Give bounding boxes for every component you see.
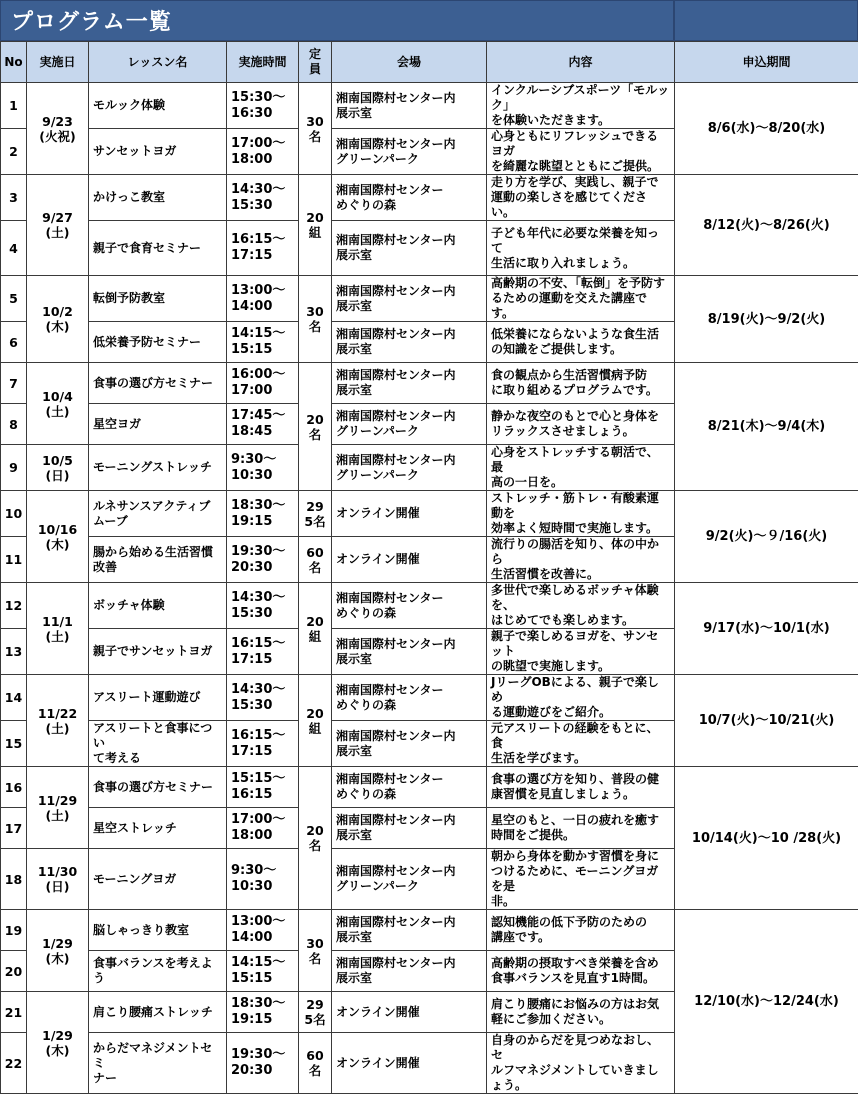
- lesson-name: モーニングヨガ: [89, 849, 227, 910]
- lesson-time: 14:15〜 15:15: [227, 322, 299, 363]
- capacity-cell: 20 名: [299, 767, 332, 910]
- venue-cell: オンライン開催: [332, 992, 487, 1033]
- col-header-content: 内容: [487, 42, 675, 83]
- date-cell: 10/16 (木): [27, 491, 89, 583]
- row-no: 9: [1, 445, 27, 491]
- lesson-time: 14:30〜 15:30: [227, 675, 299, 721]
- table-row: [1, 276, 858, 322]
- lesson-time: 19:30〜 20:30: [227, 1033, 299, 1094]
- content-cell: 肩こり腰痛にお悩みの方はお気 軽にご参加ください。: [487, 992, 675, 1033]
- content-cell: 親子で楽しめるヨガを、サンセット の眺望で実施します。: [487, 629, 675, 675]
- date-cell: 10/2 (木): [27, 276, 89, 363]
- row-no: 21: [1, 992, 27, 1033]
- lesson-time: 15:15〜 16:15: [227, 767, 299, 808]
- venue-cell: 湘南国際村センター内 展示室: [332, 363, 487, 404]
- content-cell: 自身のからだを見つめなおし、セ ルフマネジメントしていきましょう。: [487, 1033, 675, 1094]
- lesson-name: 星空ヨガ: [89, 404, 227, 445]
- row-no: 5: [1, 276, 27, 322]
- row-no: 15: [1, 721, 27, 767]
- lesson-name: ボッチャ体験: [89, 583, 227, 629]
- date-cell: 1/29 (木): [27, 910, 89, 992]
- lesson-name: 食事の選び方セミナー: [89, 363, 227, 404]
- content-cell: 高齢期の摂取すべき栄養を含め 食事バランスを見直す1時間。: [487, 951, 675, 992]
- content-cell: 子ども年代に必要な栄養を知っ て 生活に取り入れましょう。: [487, 221, 675, 276]
- table-row: [1, 767, 858, 808]
- table-row: [1, 363, 858, 404]
- date-cell: 11/1 (土): [27, 583, 89, 675]
- venue-cell: 湘南国際村センター内 グリーンパーク: [332, 404, 487, 445]
- period-cell: 8/19(火)〜9/2(火): [675, 276, 858, 363]
- date-cell: 11/29 (土): [27, 767, 89, 849]
- capacity-cell: 29 5名: [299, 992, 332, 1033]
- table-row: [1, 675, 858, 721]
- capacity-cell: 20 組: [299, 175, 332, 276]
- lesson-time: 17:00〜 18:00: [227, 129, 299, 175]
- venue-cell: オンライン開催: [332, 491, 487, 537]
- lesson-name: 脳しゃっきり教室: [89, 910, 227, 951]
- venue-cell: 湘南国際村センター内 展示室: [332, 721, 487, 767]
- content-cell: 走り方を学び、実践し、親子で 運動の楽しさを感じてください。: [487, 175, 675, 221]
- row-no: 11: [1, 537, 27, 583]
- lesson-name: アスリート運動遊び: [89, 675, 227, 721]
- capacity-cell: 30 名: [299, 910, 332, 992]
- venue-cell: 湘南国際村センター内 展示室: [332, 276, 487, 322]
- table-row: [1, 83, 858, 129]
- program-table: [0, 41, 858, 1094]
- lesson-time: 13:00〜 14:00: [227, 276, 299, 322]
- lesson-time: 16:15〜 17:15: [227, 721, 299, 767]
- row-no: 10: [1, 491, 27, 537]
- col-header-date: 実施日: [27, 42, 89, 83]
- row-no: 3: [1, 175, 27, 221]
- col-header-time: 実施時間: [227, 42, 299, 83]
- content-cell: JリーグOBによる、親子で楽しめ る運動遊びをご紹介。: [487, 675, 675, 721]
- lesson-time: 18:30〜 19:15: [227, 491, 299, 537]
- row-no: 12: [1, 583, 27, 629]
- col-header-period: 申込期間: [675, 42, 858, 83]
- lesson-name: 腸から始める生活習慣 改善: [89, 537, 227, 583]
- lesson-name: 親子で食育セミナー: [89, 221, 227, 276]
- content-cell: インクルーシブスポーツ「モルック」 を体験いただきます。: [487, 83, 675, 129]
- content-cell: 低栄養にならないような食生活 の知識をご提供します。: [487, 322, 675, 363]
- page-title: プログラム一覧: [11, 5, 172, 36]
- lesson-name: サンセットヨガ: [89, 129, 227, 175]
- content-cell: 朝から身体を動かす習慣を身に つけるために、モーニングヨガを是 非。: [487, 849, 675, 910]
- content-cell: 認知機能の低下予防のための 講座です。: [487, 910, 675, 951]
- lesson-name: 食事バランスを考えよう: [89, 951, 227, 992]
- capacity-cell: 20 組: [299, 583, 332, 675]
- capacity-cell: 20 組: [299, 675, 332, 767]
- lesson-name: 親子でサンセットヨガ: [89, 629, 227, 675]
- content-cell: 食事の選び方を知り、普段の健 康習慣を見直しましょう。: [487, 767, 675, 808]
- lesson-time: 16:00〜 17:00: [227, 363, 299, 404]
- title-banner-side: [674, 0, 858, 41]
- period-cell: 9/2(火)〜９/16(火): [675, 491, 858, 583]
- row-no: 18: [1, 849, 27, 910]
- row-no: 13: [1, 629, 27, 675]
- row-no: 16: [1, 767, 27, 808]
- venue-cell: オンライン開催: [332, 1033, 487, 1094]
- venue-cell: 湘南国際村センター内 グリーンパーク: [332, 445, 487, 491]
- date-cell: 10/5 (日): [27, 445, 89, 491]
- content-cell: 星空のもと、一日の疲れを癒す 時間をご提供。: [487, 808, 675, 849]
- capacity-cell: 60 名: [299, 1033, 332, 1094]
- venue-cell: 湘南国際村センター内 展示室: [332, 629, 487, 675]
- venue-cell: 湘南国際村センター内 展示室: [332, 951, 487, 992]
- venue-cell: 湘南国際村センター内 展示室: [332, 808, 487, 849]
- lesson-name: ルネサンスアクティブ ムーブ: [89, 491, 227, 537]
- header-row: [1, 42, 858, 83]
- content-cell: ストレッチ・筋トレ・有酸素運動を 効率よく短時間で実施します。: [487, 491, 675, 537]
- venue-cell: 湘南国際村センター内 展示室: [332, 910, 487, 951]
- lesson-name: 食事の選び方セミナー: [89, 767, 227, 808]
- content-cell: 高齢期の不安、「転倒」を予防す るための運動を交えた講座です。: [487, 276, 675, 322]
- lesson-time: 14:15〜 15:15: [227, 951, 299, 992]
- lesson-time: 16:15〜 17:15: [227, 629, 299, 675]
- lesson-time: 9:30〜 10:30: [227, 849, 299, 910]
- lesson-name: 肩こり腰痛ストレッチ: [89, 992, 227, 1033]
- venue-cell: 湘南国際村センター内 展示室: [332, 83, 487, 129]
- lesson-name: 星空ストレッチ: [89, 808, 227, 849]
- venue-cell: 湘南国際村センター めぐりの森: [332, 675, 487, 721]
- content-cell: 静かな夜空のもとで心と身体を リラックスさせましょう。: [487, 404, 675, 445]
- date-cell: 9/27 (土): [27, 175, 89, 276]
- table-row: [1, 910, 858, 951]
- venue-cell: 湘南国際村センター内 展示室: [332, 221, 487, 276]
- lesson-time: 14:30〜 15:30: [227, 175, 299, 221]
- venue-cell: 湘南国際村センター めぐりの森: [332, 583, 487, 629]
- lesson-name: 転倒予防教室: [89, 276, 227, 322]
- table-row: [1, 175, 858, 221]
- lesson-time: 17:00〜 18:00: [227, 808, 299, 849]
- row-no: 20: [1, 951, 27, 992]
- content-cell: 流行りの腸活を知り、体の中から 生活習慣を改善に。: [487, 537, 675, 583]
- period-cell: 10/7(火)〜10/21(火): [675, 675, 858, 767]
- venue-cell: 湘南国際村センター内 展示室: [332, 322, 487, 363]
- lesson-name: アスリートと食事につい て考える: [89, 721, 227, 767]
- lesson-time: 17:45〜 18:45: [227, 404, 299, 445]
- row-no: 8: [1, 404, 27, 445]
- row-no: 19: [1, 910, 27, 951]
- col-header-venue: 会場: [332, 42, 487, 83]
- content-cell: 心身ともにリフレッシュできるヨガ を綺麗な眺望とともにご提供。: [487, 129, 675, 175]
- lesson-name: モルック体験: [89, 83, 227, 129]
- period-cell: 8/21(木)〜9/4(木): [675, 363, 858, 491]
- venue-cell: 湘南国際村センター めぐりの森: [332, 175, 487, 221]
- venue-cell: 湘南国際村センター内 グリーンパーク: [332, 849, 487, 910]
- lesson-time: 18:30〜 19:15: [227, 992, 299, 1033]
- date-cell: 10/4 (土): [27, 363, 89, 445]
- venue-cell: 湘南国際村センター内 グリーンパーク: [332, 129, 487, 175]
- capacity-cell: 30 名: [299, 83, 332, 175]
- period-cell: 10/14(火)〜10 /28(火): [675, 767, 858, 910]
- lesson-time: 15:30〜 16:30: [227, 83, 299, 129]
- lesson-name: 低栄養予防セミナー: [89, 322, 227, 363]
- content-cell: 心身をストレッチする朝活で、最 高の一日を。: [487, 445, 675, 491]
- venue-cell: オンライン開催: [332, 537, 487, 583]
- lesson-time: 13:00〜 14:00: [227, 910, 299, 951]
- period-cell: 12/10(水)〜12/24(水): [675, 910, 858, 1094]
- lesson-name: モーニングストレッチ: [89, 445, 227, 491]
- col-header-capacity: 定 員: [299, 42, 332, 83]
- capacity-cell: 29 5名: [299, 491, 332, 537]
- title-cell: [0, 0, 674, 41]
- col-header-no: No: [1, 42, 27, 83]
- capacity-cell: 60 名: [299, 537, 332, 583]
- row-no: 4: [1, 221, 27, 276]
- row-no: 7: [1, 363, 27, 404]
- capacity-cell: 30 名: [299, 276, 332, 363]
- table-row: [1, 491, 858, 537]
- period-cell: 8/6(水)〜8/20(水): [675, 83, 858, 175]
- lesson-name: からだマネジメントセミ ナー: [89, 1033, 227, 1094]
- row-no: 6: [1, 322, 27, 363]
- row-no: 17: [1, 808, 27, 849]
- col-header-lesson: レッスン名: [89, 42, 227, 83]
- content-cell: 多世代で楽しめるボッチャ体験を、 はじめてでも楽しめます。: [487, 583, 675, 629]
- lesson-time: 14:30〜 15:30: [227, 583, 299, 629]
- venue-cell: 湘南国際村センター めぐりの森: [332, 767, 487, 808]
- lesson-time: 9:30〜 10:30: [227, 445, 299, 491]
- row-no: 1: [1, 83, 27, 129]
- period-cell: 9/17(水)〜10/1(水): [675, 583, 858, 675]
- date-cell: 11/30 (日): [27, 849, 89, 910]
- lesson-name: かけっこ教室: [89, 175, 227, 221]
- date-cell: 9/23 (火祝): [27, 83, 89, 175]
- row-no: 14: [1, 675, 27, 721]
- row-no: 22: [1, 1033, 27, 1094]
- content-cell: 食の観点から生活習慣病予防 に取り組めるプログラムです。: [487, 363, 675, 404]
- date-cell: 1/29 (木): [27, 992, 89, 1094]
- date-cell: 11/22 (土): [27, 675, 89, 767]
- row-no: 2: [1, 129, 27, 175]
- table-row: [1, 583, 858, 629]
- lesson-time: 19:30〜 20:30: [227, 537, 299, 583]
- period-cell: 8/12(火)〜8/26(火): [675, 175, 858, 276]
- content-cell: 元アスリートの経験をもとに、食 生活を学びます。: [487, 721, 675, 767]
- title-banner: [0, 0, 858, 41]
- lesson-time: 16:15〜 17:15: [227, 221, 299, 276]
- capacity-cell: 20 名: [299, 363, 332, 491]
